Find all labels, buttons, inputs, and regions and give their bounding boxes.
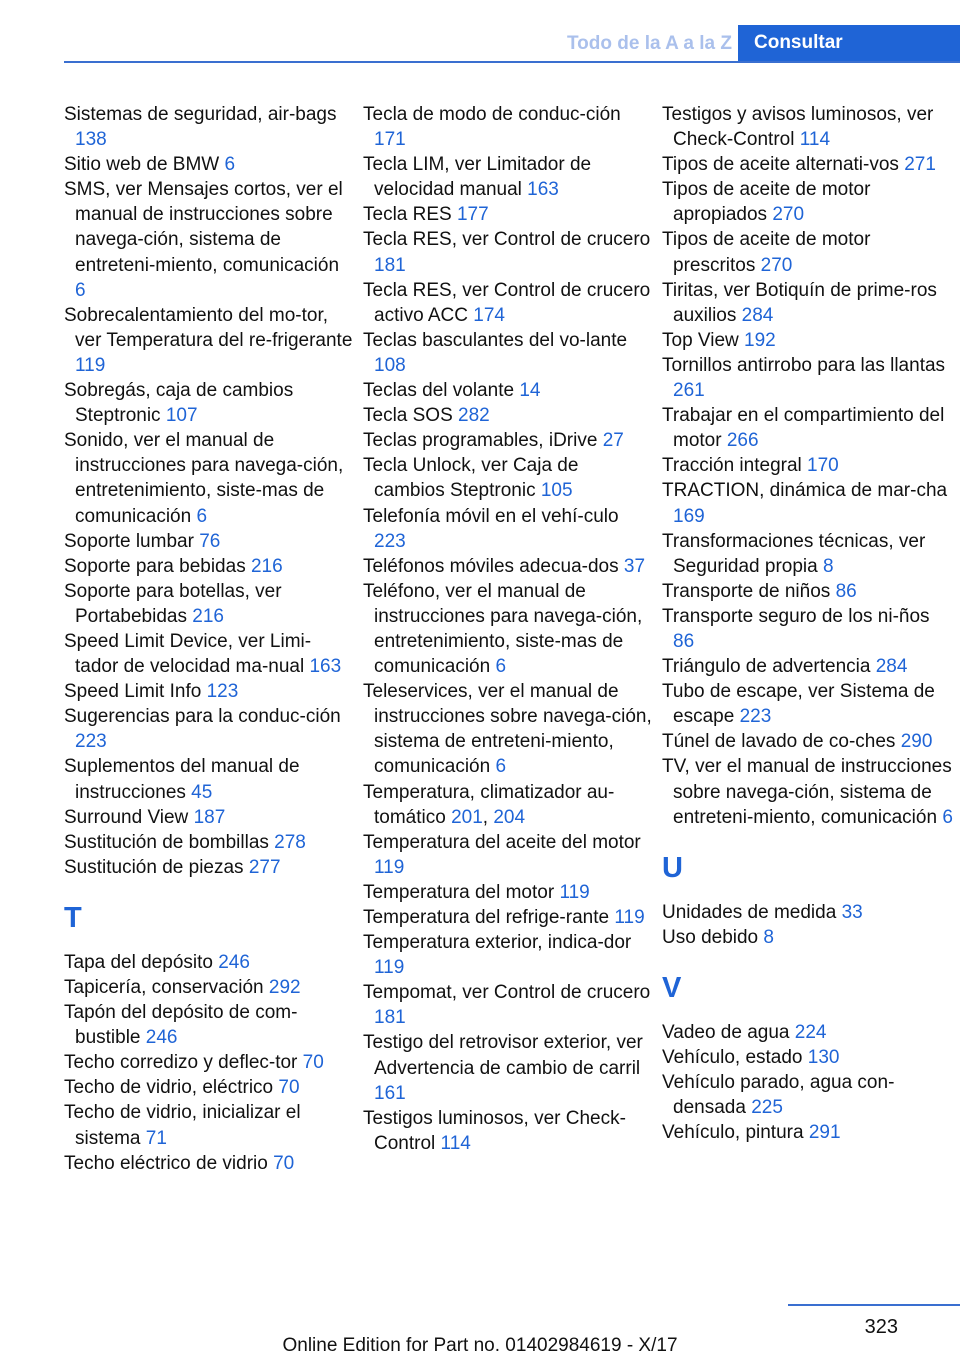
page-link[interactable]: 187: [193, 806, 226, 828]
index-entry-text: Tiritas, ver Botiquín de prime‐ros auxilios: [662, 279, 937, 326]
index-entry: [64, 1000, 354, 1050]
page-link[interactable]: 292: [268, 977, 301, 998]
page-link[interactable]: 284: [741, 304, 774, 326]
page-link[interactable]: 224: [794, 1021, 827, 1043]
page-link[interactable]: 33: [841, 901, 863, 923]
index-entry: [64, 629, 354, 679]
index-entry-text: Tecla RES, ver Control de crucero activo ACC: [363, 279, 651, 326]
page-link[interactable]: 138: [75, 129, 107, 151]
page-link[interactable]: 71: [145, 1127, 167, 1149]
index-entry-text: Teléfonos móviles adecua‐dos: [363, 555, 619, 577]
index-entry: [662, 1020, 954, 1045]
page-link[interactable]: 216: [250, 555, 283, 577]
index-entry-text: Teclas programables, iDrive: [363, 430, 598, 452]
index-entry-text: Temperatura del motor: [363, 881, 555, 903]
index-entry: [363, 579, 653, 679]
page-link[interactable]: 181: [374, 1007, 406, 1029]
index-entry: [662, 579, 954, 604]
index-entry: [64, 579, 354, 629]
index-entry-text: Vadeo de agua: [662, 1021, 790, 1043]
index-entry: [363, 880, 653, 905]
page-link[interactable]: 163: [309, 656, 342, 678]
page-link[interactable]: 114: [799, 129, 831, 151]
index-entry: [363, 227, 653, 277]
page-link[interactable]: 192: [744, 329, 776, 351]
index-entry-text: Uso debido: [662, 926, 759, 948]
index-entry-text: Tecla de modo de conduc‐ción: [363, 104, 621, 125]
index-entry-text: Sistemas de seguridad, air‐bags: [64, 104, 337, 125]
index-entry: [363, 980, 653, 1030]
page-link[interactable]: 70: [302, 1052, 324, 1074]
index-column-1: [64, 102, 354, 1176]
index-entry-text: Vehículo, estado: [662, 1047, 803, 1068]
index-entry-text: Tipos de aceite alternati‐vos: [662, 154, 899, 176]
index-entry-text: Teclas del volante: [363, 380, 515, 402]
index-entry: [363, 679, 653, 779]
page-link[interactable]: 86: [673, 630, 695, 652]
page-link[interactable]: 76: [199, 530, 221, 552]
index-entry: [363, 1106, 653, 1156]
index-entry-text: Vehículo parado, agua con‐densada: [662, 1072, 895, 1119]
index-entry-text: Testigos luminosos, ver Check-Control: [363, 1107, 626, 1154]
index-entry-text: TV, ver el manual de instrucciones sobre navega‐ción, sistema de entreteni‐miento, comunicación: [662, 756, 952, 828]
page-link[interactable]: 114: [440, 1132, 471, 1154]
index-entry: [64, 102, 354, 152]
index-entry: [64, 428, 354, 528]
index-entry: [363, 403, 653, 428]
index-entry-text: Túnel de lavado de co‐ches: [662, 731, 896, 753]
index-entry-text: Triángulo de advertencia: [662, 656, 871, 678]
index-entry: [363, 830, 653, 880]
page-link[interactable]: 284: [875, 656, 908, 678]
index-entry: [662, 1120, 954, 1145]
page-link[interactable]: 266: [726, 430, 759, 452]
page-link[interactable]: 119: [374, 856, 405, 878]
index-entry-text: Temperatura exterior, indica‐dor: [363, 932, 632, 954]
page-link[interactable]: 204: [493, 806, 526, 828]
index-entry: [64, 554, 354, 579]
page-link[interactable]: 27: [602, 430, 624, 452]
index-entry: [662, 604, 954, 654]
index-entry-text: Sustitución de piezas: [64, 856, 244, 878]
index-entry: [363, 453, 653, 503]
page-link[interactable]: 119: [614, 907, 645, 928]
index-entry: [64, 950, 354, 975]
index-entry-text: Vehículo, pintura: [662, 1122, 804, 1144]
index-entry: [64, 975, 354, 1000]
index-entry-text: Techo eléctrico de vidrio: [64, 1152, 268, 1174]
footer-rule: [788, 1304, 960, 1306]
index-entry-text: Suplementos del manual de instrucciones: [64, 756, 300, 803]
page-link[interactable]: 8: [763, 926, 774, 948]
index-entry-text: Top View: [662, 329, 739, 351]
page-link[interactable]: 174: [473, 304, 505, 326]
index-entry: [64, 152, 354, 177]
page-link[interactable]: 6: [942, 806, 953, 828]
page-link[interactable]: 6: [495, 656, 507, 678]
index-entry: [662, 754, 954, 829]
index-entry-text: Trabajar en el compartimiento del motor: [662, 405, 945, 452]
index-entry: [662, 177, 954, 227]
page-link[interactable]: 45: [191, 781, 213, 803]
index-entry-text: Tapicería, conservación: [64, 977, 264, 998]
index-entry: [662, 478, 954, 528]
section-title: Todo de la A a la Z: [566, 33, 732, 54]
page-link[interactable]: 119: [374, 957, 405, 979]
page-link[interactable]: 119: [75, 354, 106, 376]
index-entry: [64, 754, 354, 804]
index-entry-text: Transporte de niños: [662, 580, 831, 602]
index-entry-text: SMS, ver Mensajes cortos, ver el manual de instrucciones sobre navega‐ción, sistema de entreteni‐miento, comunicación: [64, 179, 343, 276]
index-entry: [363, 102, 653, 152]
index-entry-text: Telefonía móvil en el vehí‐culo: [363, 505, 619, 527]
index-entry-text: Testigos y avisos luminosos, ver Check-Control: [662, 104, 934, 151]
page-link[interactable]: 169: [673, 505, 705, 527]
index-entry: [662, 403, 954, 453]
index-entry: [363, 378, 653, 403]
chapter-tab[interactable]: [738, 25, 960, 61]
index-entry: [363, 504, 653, 554]
index-entry-text: Tecla RES: [363, 204, 452, 226]
index-entry: [363, 278, 653, 328]
index-entry: [662, 529, 954, 579]
index-letter-heading: V: [662, 971, 682, 1004]
index-entry: [64, 830, 354, 855]
page-link[interactable]: 223: [75, 731, 107, 753]
page-link[interactable]: 105: [540, 480, 573, 502]
index-entry-text: Tecla LIM, ver Limitador de velocidad manual: [363, 154, 592, 201]
index-column-2: [363, 102, 653, 1156]
page-link[interactable]: 177: [456, 204, 489, 226]
index-entry: [64, 704, 354, 754]
page-link[interactable]: 223: [739, 706, 772, 728]
page-link[interactable]: 271: [904, 154, 936, 176]
page-link[interactable]: 270: [772, 204, 805, 226]
index-entry: [363, 1030, 653, 1105]
page-link[interactable]: 6: [75, 279, 86, 301]
index-entry: [662, 729, 954, 754]
chapter-tab-label: Consultar: [754, 32, 843, 53]
index-entry-text: Temperatura, climatizador au‐tomático: [363, 781, 615, 828]
index-entry: [64, 177, 354, 302]
page-link[interactable]: 108: [374, 354, 406, 376]
index-entry-text: Tipos de aceite de motor prescritos: [662, 229, 871, 276]
page-link[interactable]: 170: [807, 455, 839, 477]
page-link[interactable]: 70: [273, 1152, 295, 1174]
index-entry-text: Tapa del depósito: [64, 951, 213, 973]
page-link[interactable]: 181: [374, 254, 406, 276]
index-entry-text: Tracción integral: [662, 455, 802, 477]
index-entry-text: Unidades de medida: [662, 901, 837, 923]
index-entry-text: Sonido, ver el manual de instrucciones para navega‐ción, entretenimiento, siste‐mas de comunicación: [64, 430, 344, 527]
index-entry: [662, 679, 954, 729]
index-entry: Temperatura, climatizador au‐tomático 201, 204: [363, 781, 615, 828]
page-link[interactable]: 37: [623, 555, 646, 577]
index-entry-text: Temperatura del refrige‐rante: [363, 907, 610, 928]
header-rule: [64, 61, 960, 63]
page-link[interactable]: 278: [274, 831, 306, 853]
page-link[interactable]: 216: [192, 605, 224, 627]
index-entry: [64, 1050, 354, 1075]
index-entry-text: Sobrecalentamiento del mo‐tor, ver Temperatura del re‐frigerante: [64, 304, 353, 351]
index-entry-text: Tornillos antirrobo para las llantas: [662, 354, 946, 376]
index-entry-text: Techo de vidrio, inicializar el sistema: [64, 1102, 301, 1149]
edition-line: Online Edition for Part no. 01402984619 - X/17: [282, 1335, 678, 1356]
index-entry-text: Sitio web de BMW: [64, 154, 220, 176]
index-entry: [662, 1070, 954, 1120]
index-entry-text: Tubo de escape, ver Sistema de escape: [662, 681, 935, 728]
index-entry: [64, 303, 354, 378]
index-entry-text: Soporte lumbar: [64, 530, 194, 552]
page-link[interactable]: 270: [760, 254, 793, 276]
page-link[interactable]: 86: [835, 580, 857, 602]
index-entry-text: Surround View: [64, 806, 189, 828]
index-entry: [64, 1151, 354, 1176]
page-link[interactable]: 290: [900, 731, 933, 753]
page-link[interactable]: 14: [519, 380, 541, 402]
page-link[interactable]: 282: [458, 405, 490, 427]
index-entry-text: Soporte para botellas, ver Portabebidas: [64, 580, 282, 627]
page-link[interactable]: 161: [374, 1082, 406, 1104]
page-link[interactable]: 291: [808, 1122, 841, 1144]
index-entry-text: Transporte seguro de los ni‐ños: [662, 605, 930, 627]
index-entry-text: Teclas basculantes del vo‐lante: [363, 329, 628, 351]
index-entry-text: Tecla SOS: [363, 405, 453, 427]
index-entry: [662, 900, 954, 925]
page-link[interactable]: 277: [248, 856, 281, 878]
page-link[interactable]: 223: [374, 530, 406, 552]
page-link[interactable]: 6: [495, 756, 507, 778]
page-link[interactable]: 201: [451, 806, 483, 828]
page-link[interactable]: 246: [145, 1027, 178, 1049]
page-link[interactable]: 130: [807, 1047, 840, 1068]
index-letter-heading: U: [662, 851, 683, 884]
index-letter-heading: T: [64, 901, 82, 934]
page-link[interactable]: 163: [527, 179, 559, 201]
page-link[interactable]: 107: [165, 405, 198, 427]
index-entry-text: Soporte para bebidas: [64, 555, 246, 577]
index-entry: [363, 428, 653, 453]
index-entry-text: Teléfono, ver el manual de instrucciones para navega‐ción, entretenimiento, siste‐mas de comunicación: [363, 580, 643, 678]
index-entry: [662, 353, 954, 403]
index-entry: [662, 278, 954, 328]
index-entry-text: Tipos de aceite de motor apropiados: [662, 179, 871, 226]
index-entry-text: Sobregás, caja de cambios Steptronic: [64, 380, 294, 427]
page-link[interactable]: 8: [823, 555, 834, 577]
index-entry-text: Testigo del retrovisor exterior, ver Advertencia de cambio de carril: [363, 1032, 643, 1079]
index-entry: [662, 654, 954, 679]
index-entry-text: TRACTION, dinámica de mar‐cha: [662, 480, 948, 502]
page-link[interactable]: 70: [278, 1077, 300, 1099]
index-entry: [662, 925, 954, 950]
page-number: 323: [864, 1316, 898, 1338]
page-link[interactable]: 261: [673, 380, 705, 402]
index-entry-text: Speed Limit Device, ver Limi‐tador de velocidad ma‐nual: [64, 630, 312, 678]
index-column-3: [662, 102, 954, 1145]
index-entry: [363, 905, 653, 930]
index-entry: [363, 930, 653, 980]
index-entry: [363, 554, 653, 579]
page-link[interactable]: 225: [751, 1097, 783, 1119]
index-entry: [64, 855, 354, 880]
index-entry: [64, 529, 354, 554]
index-entry-text: Temperatura del aceite del motor: [363, 831, 641, 853]
page-link[interactable]: 6: [196, 505, 208, 527]
index-entry-text: Tecla Unlock, ver Caja de cambios Steptronic: [363, 455, 579, 502]
index-entry-text: Tecla RES, ver Control de crucero: [363, 229, 651, 251]
index-entry-text: Transformaciones técnicas, ver Seguridad propia: [662, 530, 926, 577]
page-link[interactable]: 123: [206, 681, 239, 703]
index-entry: [64, 378, 354, 428]
index-entry-text: Techo corredizo y deflec‐tor: [64, 1052, 298, 1074]
index-entry-text: Teleservices, ver el manual de instrucciones sobre navega‐ción, sistema de entreteni‐miento, comunicación: [363, 681, 652, 778]
index-entry-text: Speed Limit Info: [64, 681, 202, 703]
index-entry: [64, 1100, 354, 1150]
index-entry: [363, 202, 653, 227]
index-entry: [662, 227, 954, 277]
index-entry-text: Techo de vidrio, eléctrico: [64, 1077, 274, 1099]
index-entry: [662, 1045, 954, 1070]
index-entry-text: Sustitución de bombillas: [64, 831, 269, 853]
index-entry-text: Sugerencias para la conduc‐ción: [64, 706, 341, 728]
index-entry: [662, 102, 954, 152]
index-entry: [64, 1075, 354, 1100]
index-entry-text: Tempomat, ver Control de crucero: [363, 982, 651, 1004]
index-entry-text: Tapón del depósito de com‐bustible: [64, 1002, 298, 1049]
page-link[interactable]: 119: [559, 881, 590, 903]
page-link[interactable]: 171: [374, 129, 406, 151]
index-entry: [64, 679, 354, 704]
index-entry: [363, 328, 653, 378]
index-entry: [662, 152, 954, 177]
index-entry: [64, 805, 354, 830]
index-entry: [662, 453, 954, 478]
page-link[interactable]: 246: [218, 951, 250, 973]
index-entry: [662, 328, 954, 353]
index-entry: [363, 152, 653, 202]
page-link[interactable]: 6: [224, 154, 236, 176]
